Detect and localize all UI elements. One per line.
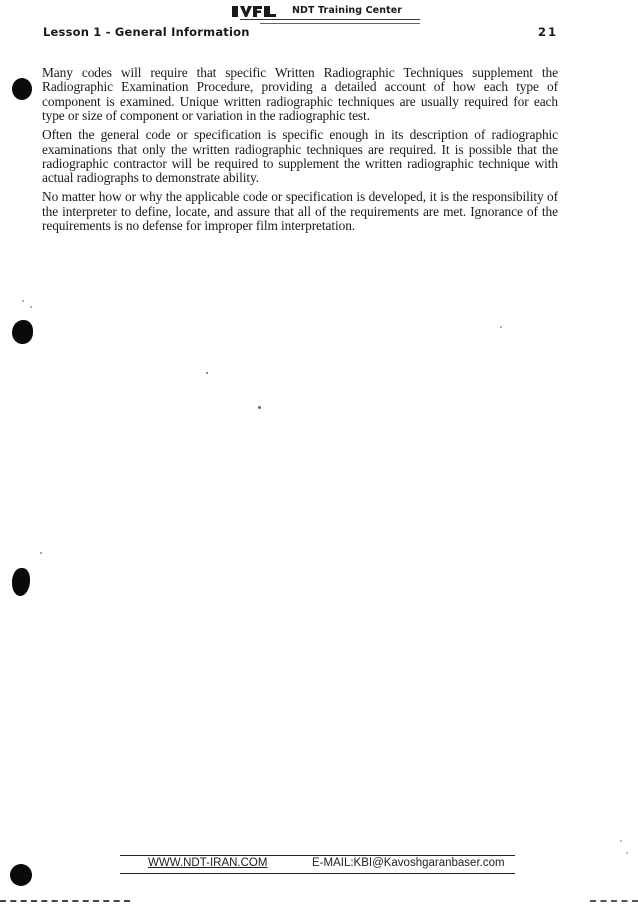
scan-speck <box>620 840 622 842</box>
scan-speck <box>22 300 24 302</box>
page-number: 21 <box>537 25 558 39</box>
scan-speck <box>626 852 628 854</box>
punch-hole <box>12 78 32 100</box>
scan-speck <box>40 552 42 554</box>
scan-speck <box>206 372 208 374</box>
paragraph: Often the general code or specification is specific enough in its description of radiographic examinations that only the written radiographic techniques are required. It is possible that the radiographic contractor will be required to supplement the written radiographic technique with actual radiographs to demonstrate ability. <box>42 127 558 186</box>
lesson-title: Lesson 1 - General Information <box>43 25 250 39</box>
paragraph: Many codes will require that specific Written Radiographic Techniques supplement the Radiographic Examination Procedure, providing a detailed account of how each type of component is examined. Unique written radiographic techniques are usually required for each type or size of component or variation in the radiographic test. <box>42 65 558 124</box>
page-footer <box>120 857 515 873</box>
scan-speck <box>500 326 502 328</box>
scan-edge-artifact <box>590 900 638 902</box>
scan-speck <box>30 306 32 308</box>
footer-divider-bottom <box>120 873 515 874</box>
scan-edge-artifact <box>0 900 130 902</box>
punch-hole <box>12 320 33 344</box>
header-divider-secondary <box>260 23 420 24</box>
body-text <box>42 66 558 238</box>
footer-email[interactable]: E-MAIL:KBI@Kavoshgaranbaser.com <box>312 857 505 869</box>
punch-hole <box>12 568 30 596</box>
footer-website-link[interactable]: WWW.NDT-IRAN.COM <box>148 857 268 869</box>
header-divider <box>240 19 420 20</box>
brand-title: NDT Training Center <box>292 5 403 16</box>
footer-divider-top <box>120 855 515 856</box>
punch-hole <box>10 864 32 886</box>
scan-speck <box>258 406 261 409</box>
ndt-logo-icon <box>232 6 278 17</box>
paragraph: No matter how or why the applicable code or specification is developed, it is the responsibility of the interpreter to define, locate, and assure that all of the requirements are met. Ignorance of the requirements is no defense for improper film interpretation. <box>42 189 558 234</box>
page-header <box>0 4 638 24</box>
lesson-heading <box>43 25 558 43</box>
